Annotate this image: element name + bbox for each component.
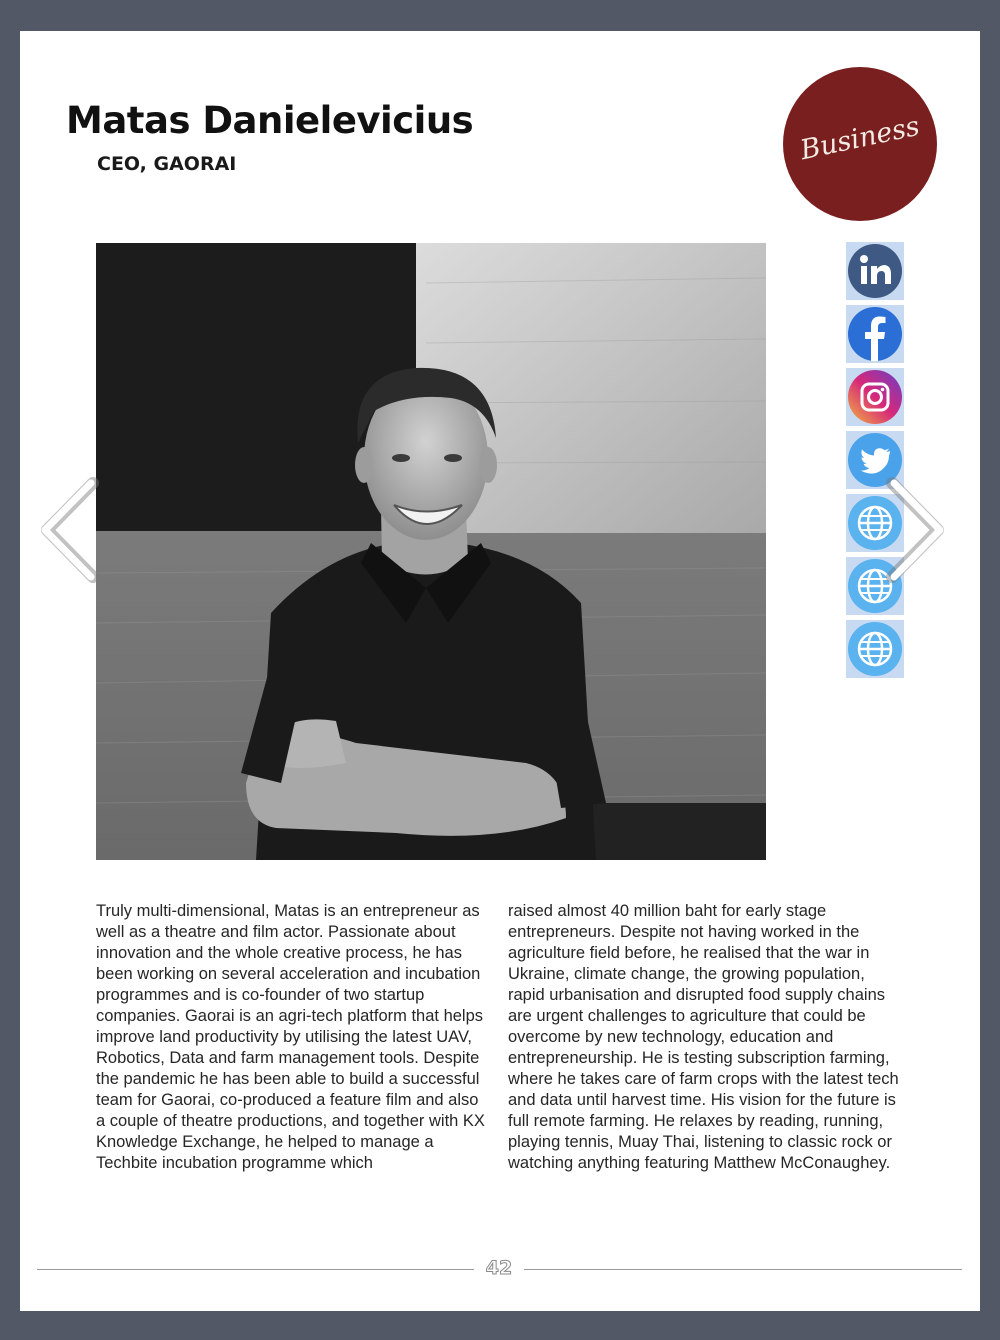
portrait-photo [96, 243, 766, 860]
linkedin-link[interactable] [846, 242, 904, 300]
profile-name: Matas Danielevicius [66, 99, 474, 142]
website-link-3[interactable] [846, 620, 904, 678]
facebook-link[interactable] [846, 305, 904, 363]
footer-divider-right [524, 1269, 962, 1270]
instagram-icon [846, 368, 904, 426]
previous-page-button[interactable] [35, 475, 105, 585]
article-column-1: Truly multi-dimensional, Matas is an entrepreneur as well as a theatre and film actor. Passionate about innovation and the whole creative process, he has been working on several acceleration and incubation programmes and is co-founder of two startup companies. Gaorai is an agri-tech platform that helps improve land productivity by utilising the latest UAV, Robotics, Data and farm management tools. Despite the pandemic he has been able to build a successful team for Gaorai, co-produced a feature film and also a couple of theatre productions, and together with KX Knowledge Exchange, he helped to manage a Techbite incubation programme which [96, 902, 485, 1172]
article-column-2: raised almost 40 million baht for early stage entrepreneurs. Despite not having worked in the agriculture field before, he realised that the war in Ukraine, climate change, the growing population, rapid urbanisation and disrupted food supply chains are urgent challenges to agriculture that could be overcome by new technology, education and entrepreneurship. He is testing subscription farming, where he takes care of farm crops with the latest tech and data until harvest time. His vision for the future is full remote farming. He relaxes by reading, running, playing tennis, Muay Thai, listening to classic rock or watching anything featuring Matthew McConaughey. [508, 902, 899, 1172]
badge-label: Business [797, 110, 923, 167]
next-page-button[interactable] [880, 475, 950, 585]
business-badge [783, 67, 937, 221]
instagram-link[interactable] [846, 368, 904, 426]
globe-icon [846, 620, 904, 678]
chevron-left-icon [35, 475, 105, 585]
page-number: 42 [485, 1257, 513, 1279]
magazine-page [20, 31, 980, 1311]
footer-divider-left [37, 1269, 474, 1270]
linkedin-icon [846, 242, 904, 300]
social-links [846, 242, 904, 683]
profile-role: CEO, GAORAI [97, 153, 237, 175]
chevron-right-icon [880, 475, 950, 585]
facebook-icon [846, 305, 904, 363]
